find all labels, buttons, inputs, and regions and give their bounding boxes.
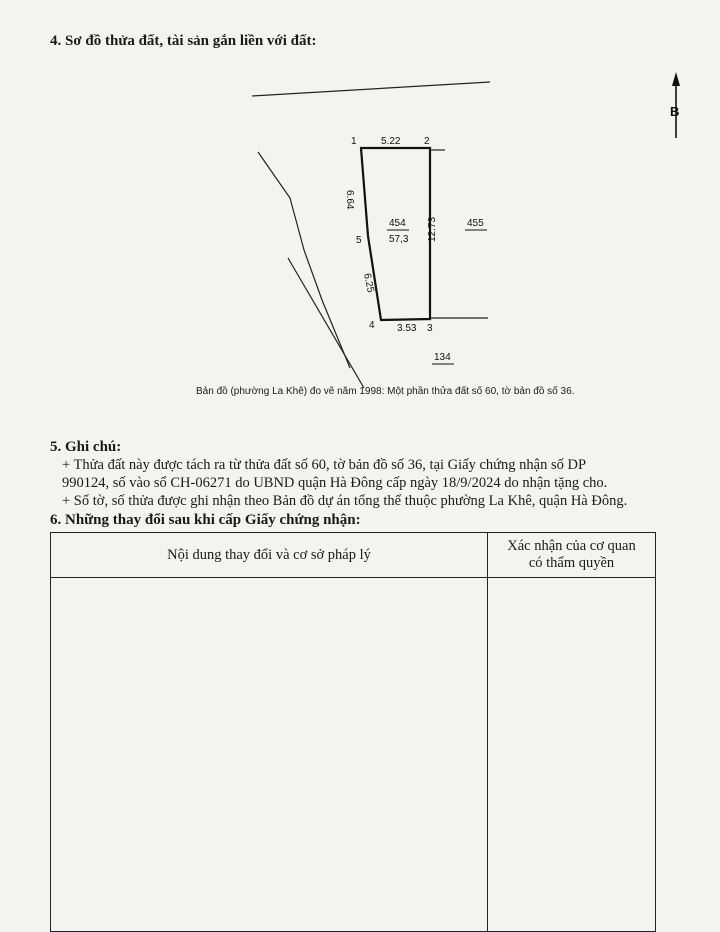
map-caption: Bản đồ (phường La Khê) đo vẽ năm 1998: Một phần thửa đất số 60, tờ bản đồ số 36. [196, 386, 575, 397]
confirmation-header-line-1: Xác nhận của cơ quan [507, 538, 636, 554]
road-line-left-outer [258, 152, 350, 368]
parcel-map [0, 0, 720, 420]
point-4-label: 4 [369, 320, 375, 331]
road-line-left-inner [288, 258, 364, 388]
note-line-3: + Số tờ, số thửa được ghi nhận theo Bản đồ dự án tổng thể thuộc phường La Khê, quận Hà Đông. [62, 493, 628, 509]
north-label: B [670, 104, 680, 119]
edge-right-length: 12.73 [427, 216, 438, 242]
edge-bottom-length: 3.53 [397, 323, 417, 334]
section-6-title: 6. Những thay đổi sau khi cấp Giấy chứng nhận: [50, 512, 361, 528]
confirmation-header-line-2: có thẩm quyền [528, 555, 615, 571]
point-3-label: 3 [427, 323, 433, 334]
edge-left-lower-length: 6.25 [361, 272, 376, 294]
changes-table-body-row [51, 578, 656, 932]
changes-table-header-row [51, 533, 656, 578]
changes-confirmation-header [488, 533, 656, 578]
point-5-label: 5 [356, 235, 362, 246]
edge-left-upper-length: 6.64 [344, 190, 355, 210]
section-5-title: 5. Ghi chú: [50, 439, 122, 455]
changes-confirmation-cell [488, 578, 656, 932]
neighbor-east-number: 455 [467, 218, 484, 229]
changes-content-header-text: Nội dung thay đổi và cơ sở pháp lý [167, 546, 371, 563]
parcel-number: 454 [389, 218, 406, 229]
changes-table [50, 532, 656, 932]
changes-content-cell [51, 578, 488, 932]
point-2-label: 2 [424, 136, 430, 147]
edge-top-length: 5.22 [381, 136, 401, 147]
note-line-2: 990124, số vào sổ CH-06271 do UBND quận Hà Đông cấp ngày 18/9/2024 do nhận tặng cho. [62, 475, 608, 491]
parcel-area: 57,3 [389, 234, 409, 245]
neighbor-south-number: 134 [434, 352, 451, 363]
road-line-top [252, 82, 490, 96]
note-line-1: + Thửa đất này được tách ra từ thửa đất số 60, tờ bản đồ số 36, tại Giấy chứng nhận số DP [62, 457, 587, 473]
section-4-title: 4. Sơ đồ thửa đất, tài sản gắn liền với đất: [50, 33, 317, 49]
changes-content-header [51, 533, 488, 578]
point-1-label: 1 [351, 136, 357, 147]
north-arrow-icon [670, 72, 680, 138]
